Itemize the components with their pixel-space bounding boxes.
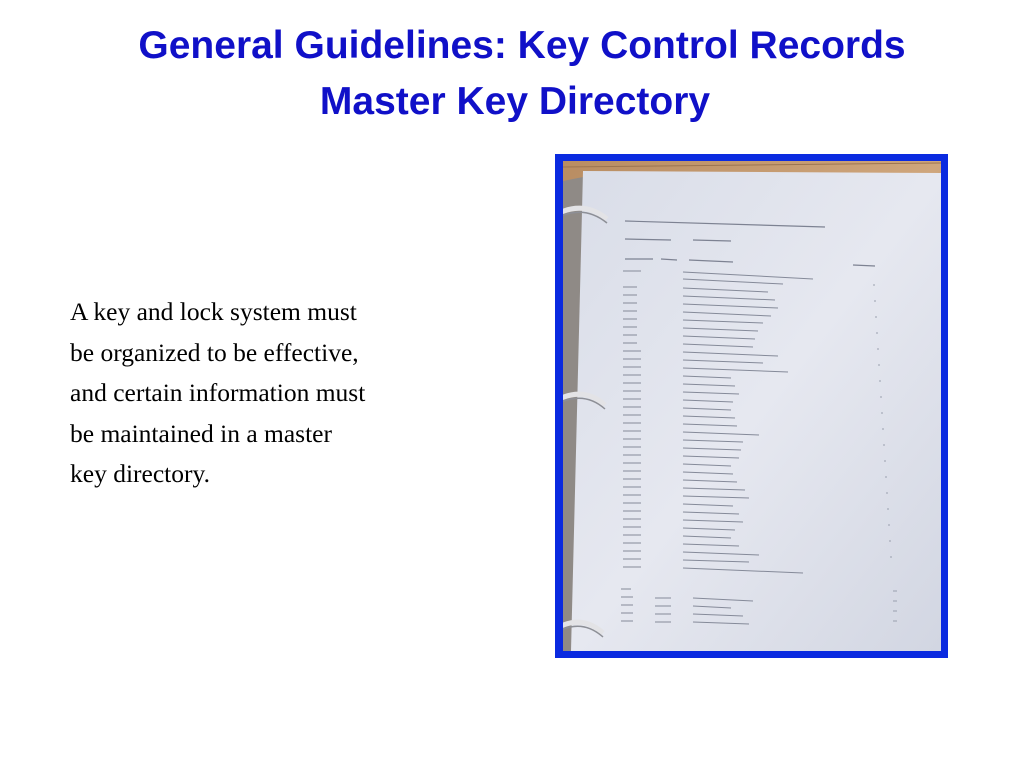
photo-illustration — [563, 161, 941, 651]
body-text — [70, 292, 480, 495]
title-line-1: General Guidelines: Key Control Records — [138, 24, 906, 67]
binder-page-photo — [563, 161, 941, 651]
body-line: be organized to be effective, — [70, 337, 359, 367]
body-line: and certain information must — [70, 378, 366, 407]
title-line-2: Master Key Directory — [319, 80, 711, 123]
photo-frame — [555, 154, 948, 658]
body-line: be maintained in a master — [70, 418, 332, 448]
slide-title — [0, 18, 1024, 130]
body-line: A key and lock system must — [70, 297, 357, 326]
body-line: key directory. — [70, 459, 210, 488]
